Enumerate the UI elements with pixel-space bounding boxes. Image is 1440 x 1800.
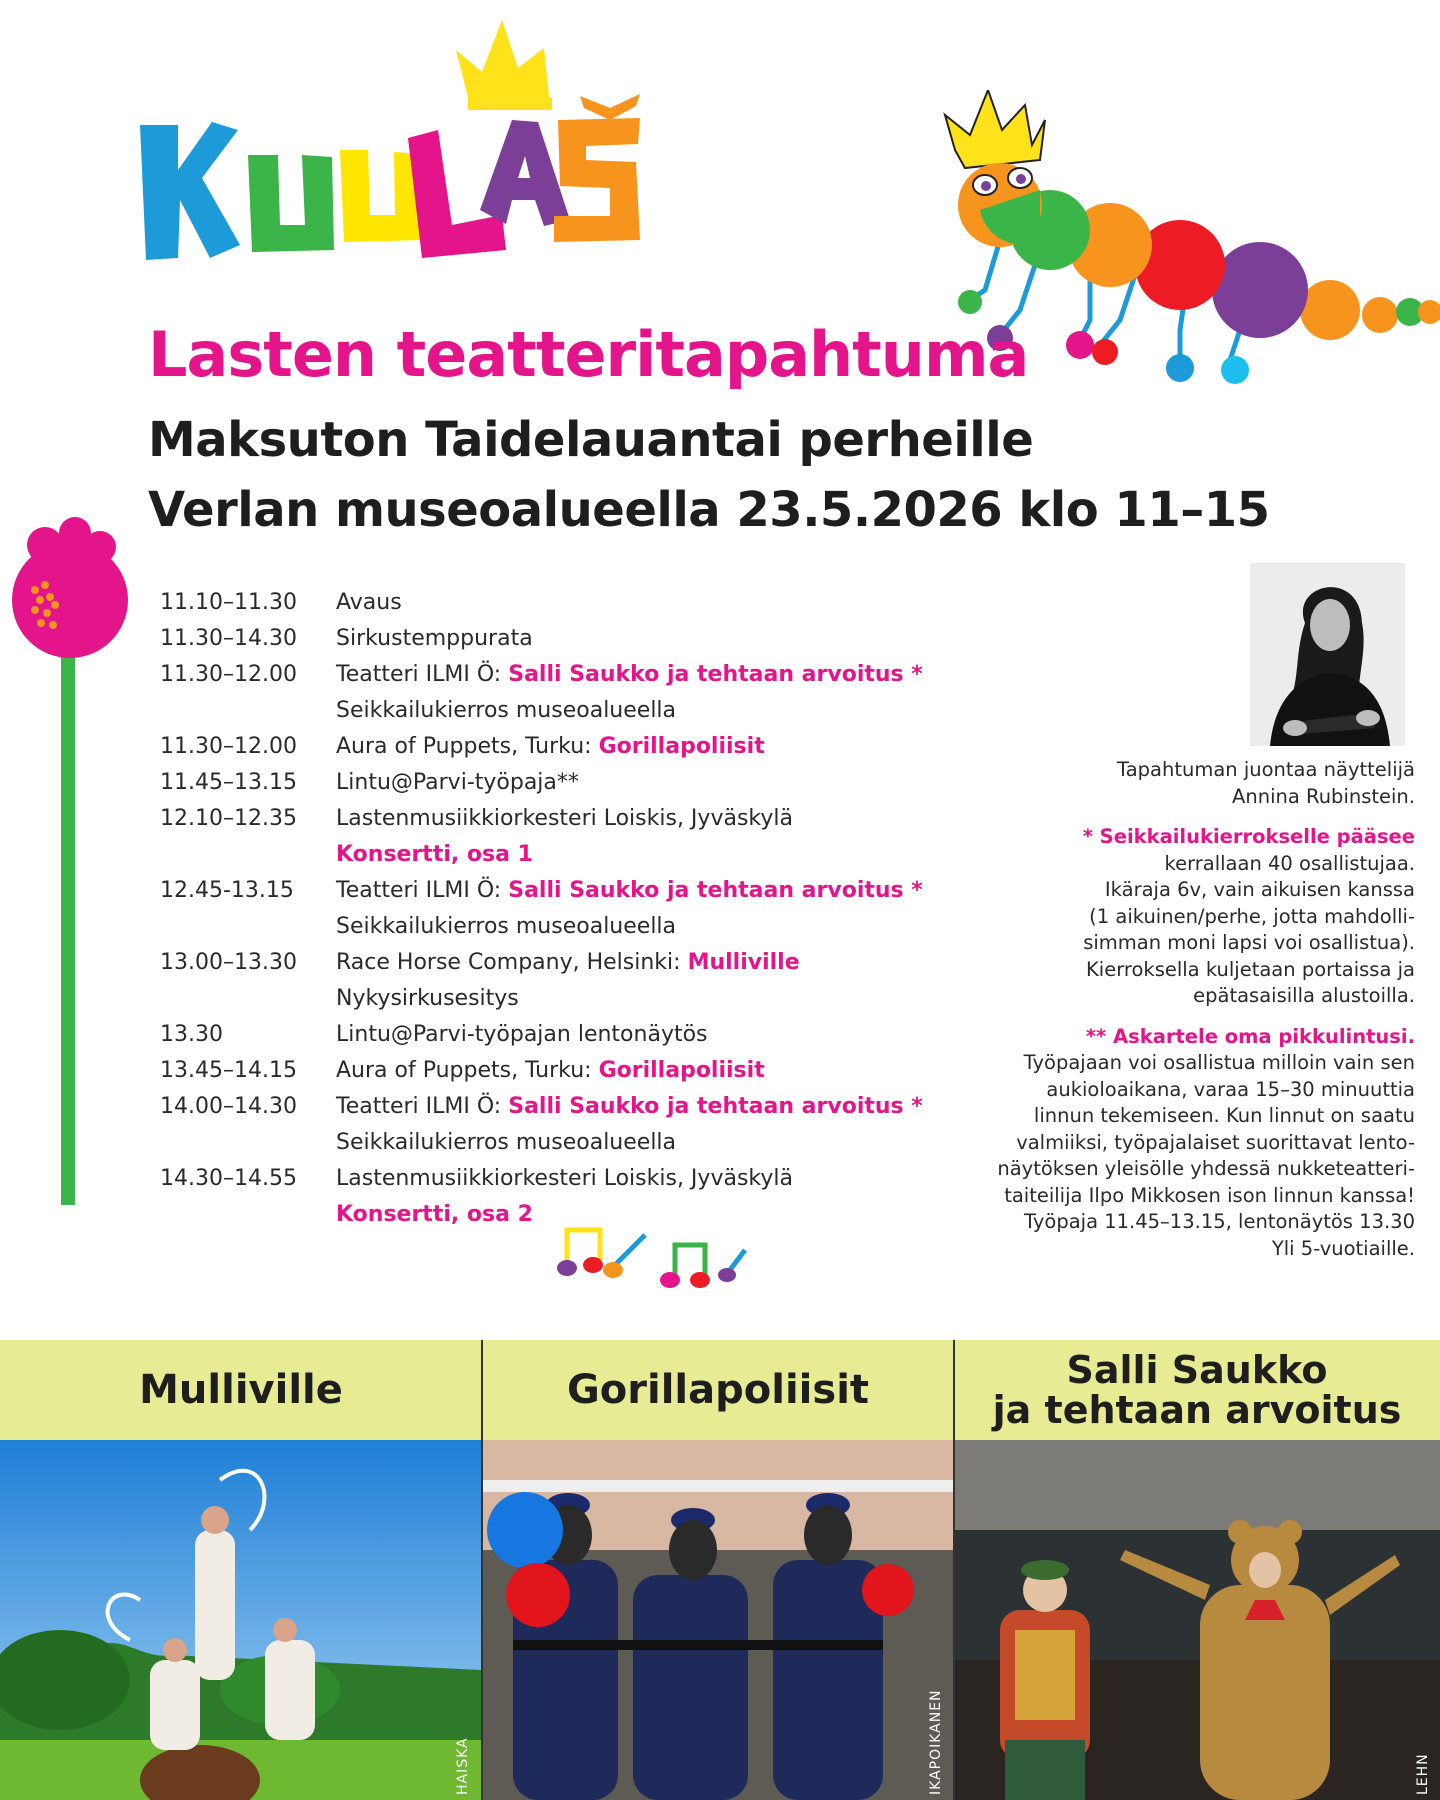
schedule-text: Lintu@Parvi-työpajan lentonäytös [336, 1022, 708, 1047]
show-title-mulliville: Mulliville [139, 1367, 343, 1413]
event-title: Lasten teatteritapahtuma [148, 318, 1029, 391]
schedule-row [160, 1161, 960, 1197]
kuulas-logo [140, 10, 660, 280]
schedule-text: Race Horse Company, Helsinki: [336, 950, 681, 975]
music-notes-icon [555, 1220, 755, 1300]
workshop-note-line: taiteilija Ilpo Mikkosen ison linnun kanssa! [1004, 1183, 1415, 1207]
schedule-row [160, 801, 960, 837]
schedule-list [160, 585, 960, 1233]
host-portrait [1250, 563, 1405, 746]
flower-illustration [5, 505, 140, 1215]
schedule-highlight: Mulliville [687, 950, 800, 975]
photo-credit: IKAPOIKANEN [928, 1689, 944, 1795]
schedule-time: 14.30–14.55 [160, 1166, 297, 1191]
schedule-continuation: Seikkailukierros museoalueella [336, 914, 677, 939]
schedule-text: Teatteri ILMI Ö: [336, 662, 502, 687]
schedule-highlight: Gorillapoliisit [598, 734, 765, 759]
schedule-row [160, 657, 960, 693]
info-column [960, 757, 1415, 1276]
workshop-note-heading: ** Askartele oma pikkulintusi. [1085, 1024, 1415, 1048]
photo-credit: HAISKA [455, 1737, 471, 1795]
schedule-text: Teatteri ILMI Ö: [336, 878, 502, 903]
tour-note-line: kerrallaan 40 osallistujaa. [1164, 851, 1415, 875]
photo-credit: LEHN [1415, 1753, 1431, 1795]
schedule-time: 11.30–14.30 [160, 626, 297, 651]
crown-icon [945, 90, 1045, 168]
tour-note-line: Kierroksella kuljetaan portaissa ja [1086, 957, 1415, 981]
schedule-row [160, 1017, 960, 1053]
schedule-row [160, 729, 960, 765]
schedule-text: Lintu@Parvi-työpaja** [336, 770, 579, 795]
schedule-highlight: Salli Saukko ja tehtaan arvoitus * [508, 878, 923, 903]
tour-note-line: Ikäraja 6v, vain aikuisen kanssa [1104, 878, 1415, 901]
workshop-note-line: Yli 5-vuotiaille. [1271, 1236, 1415, 1260]
show-title-line: Salli Saukko [1066, 1348, 1328, 1392]
tour-note [960, 824, 1415, 1010]
crown-icon [456, 20, 552, 110]
schedule-highlight: Gorillapoliisit [598, 1058, 765, 1083]
photo-mulliville [0, 1440, 481, 1800]
schedule-continuation: Konsertti, osa 2 [336, 1202, 533, 1227]
schedule-highlight: Salli Saukko ja tehtaan arvoitus * [508, 1094, 923, 1119]
tour-note-line: simman moni lapsi voi osallistua). [1083, 931, 1415, 954]
schedule-row [160, 873, 960, 909]
workshop-note-line: aukioloaikana, varaa 15–30 minuuttia [1046, 1077, 1415, 1101]
schedule-text: Aura of Puppets, Turku: [336, 734, 592, 759]
divider [481, 1340, 483, 1800]
schedule-text: Lastenmusiikkiorkesteri Loiskis, Jyväskylä [336, 1166, 793, 1191]
schedule-time: 11.30–12.00 [160, 734, 297, 759]
schedule-time: 11.45–13.15 [160, 770, 297, 795]
schedule-time: 13.00–13.30 [160, 950, 297, 975]
schedule-time: 13.45–14.15 [160, 1058, 297, 1083]
schedule-text: Aura of Puppets, Turku: [336, 1058, 592, 1083]
schedule-text: Teatteri ILMI Ö: [336, 1094, 502, 1119]
schedule-row [160, 1053, 960, 1089]
schedule-highlight: Salli Saukko ja tehtaan arvoitus * [508, 662, 923, 687]
workshop-note-line: Työpaja 11.45–13.15, lentonäytös 13.30 [1024, 1210, 1415, 1233]
schedule-continuation: Seikkailukierros museoalueella [336, 698, 677, 723]
host-line: Tapahtuman juontaa näyttelijä [1117, 758, 1415, 781]
schedule-row [160, 585, 960, 621]
host-caption [960, 757, 1415, 810]
schedule-time: 12.10–12.35 [160, 806, 297, 831]
workshop-note-line: Työpajaan voi osallistua milloin vain sen [1023, 1051, 1415, 1074]
host-line: Annina Rubinstein. [1232, 784, 1415, 808]
show-title-salli-saukko [954, 1340, 1440, 1440]
show-title-line: ja tehtaan arvoitus [992, 1388, 1402, 1432]
schedule-row [160, 621, 960, 657]
photo-gorillapoliisit [483, 1440, 953, 1800]
schedule-time: 11.30–12.00 [160, 662, 297, 687]
schedule-continuation: Konsertti, osa 1 [336, 842, 533, 867]
schedule-continuation: Seikkailukierros museoalueella [336, 1130, 677, 1155]
photo-salli-saukko [955, 1440, 1440, 1800]
tour-note-heading: * Seikkailukierrokselle pääsee [1082, 825, 1415, 848]
schedule-time: 14.00–14.30 [160, 1094, 297, 1119]
tour-note-line: epätasaisilla alustoilla. [1193, 984, 1415, 1007]
divider [953, 1340, 955, 1800]
tour-note-line: (1 aikuinen/perhe, jotta mahdolli- [1089, 904, 1415, 928]
schedule-row [160, 1089, 960, 1125]
subtitle-line-2: Verlan museoalueella 23.5.2026 klo 11–15 [148, 482, 1270, 538]
schedule-time: 11.10–11.30 [160, 590, 297, 615]
schedule-text: Lastenmusiikkiorkesteri Loiskis, Jyväskylä [336, 806, 793, 831]
schedule-continuation: Nykysirkusesitys [336, 986, 519, 1011]
show-title-gorillapoliisit: Gorillapoliisit [566, 1367, 870, 1413]
schedule-time: 13.30 [160, 1022, 223, 1047]
schedule-row [160, 945, 960, 981]
schedule-text: Sirkustemppurata [336, 626, 533, 651]
workshop-note-line: näytöksen yleisölle yhdessä nukketeatteri- [997, 1157, 1415, 1180]
workshop-note-line: linnun tekemiseen. Kun linnut on saatu [1033, 1104, 1415, 1127]
workshop-note [960, 1024, 1415, 1263]
workshop-note-line: valmiiksi, työpajalaiset suorittavat lento- [1016, 1130, 1415, 1154]
subtitle-line-1: Maksuton Taidelauantai perheille [148, 412, 1034, 468]
schedule-text: Avaus [336, 590, 402, 615]
schedule-time: 12.45-13.15 [160, 878, 294, 903]
schedule-row [160, 765, 960, 801]
